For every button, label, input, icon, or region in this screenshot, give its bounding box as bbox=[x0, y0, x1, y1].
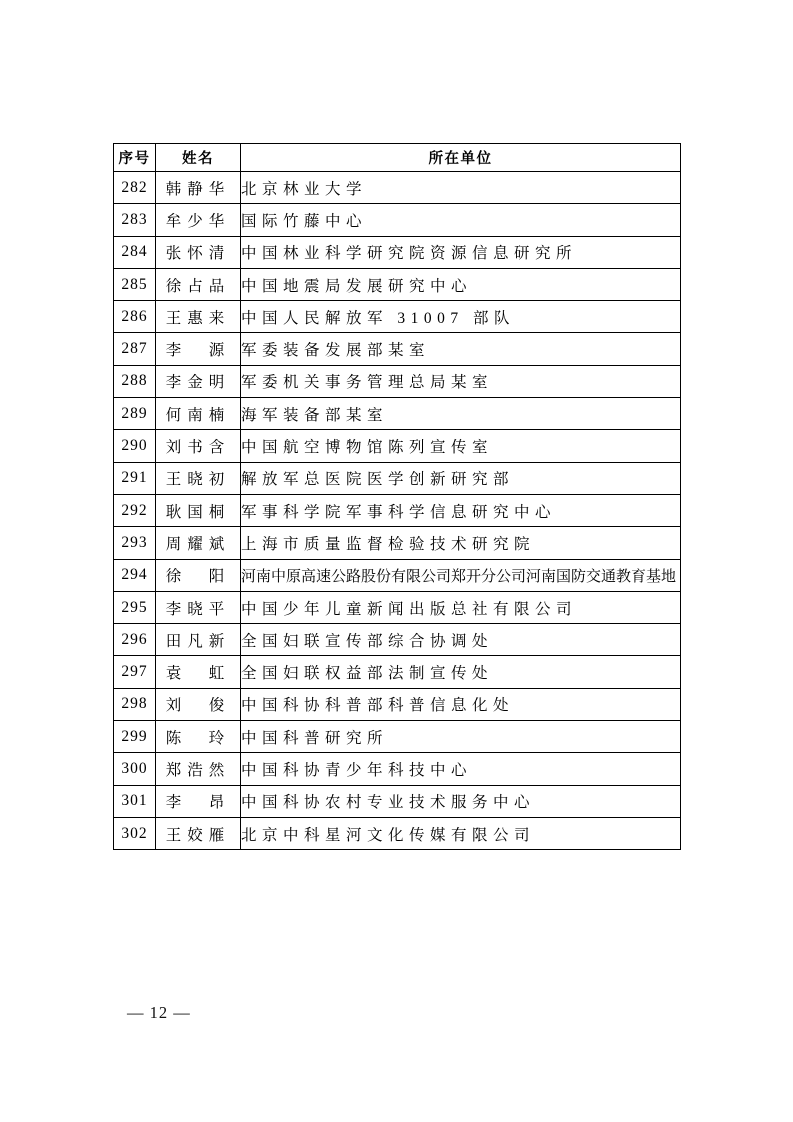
name-cell: 周耀斌 bbox=[156, 527, 241, 559]
unit-cell: 海军装备部某室 bbox=[241, 398, 681, 430]
table-row bbox=[114, 204, 681, 236]
serial-cell: 301 bbox=[114, 785, 156, 817]
unit-cell: 河南中原高速公路股份有限公司郑开分公司河南国防交通教育基地 bbox=[241, 559, 681, 591]
serial-cell: 294 bbox=[114, 559, 156, 591]
unit-cell: 全国妇联权益部法制宣传处 bbox=[241, 656, 681, 688]
unit-cell: 中国科协青少年科技中心 bbox=[241, 753, 681, 785]
name-cell: 袁 虹 bbox=[156, 656, 241, 688]
unit-cell: 军事科学院军事科学信息研究中心 bbox=[241, 494, 681, 526]
unit-cell: 中国科协科普部科普信息化处 bbox=[241, 688, 681, 720]
table-row bbox=[114, 494, 681, 526]
name-cell: 李 昂 bbox=[156, 785, 241, 817]
unit-cell: 中国航空博物馆陈列宣传室 bbox=[241, 430, 681, 462]
page-number: — 12 — bbox=[127, 1003, 191, 1022]
table-row bbox=[114, 365, 681, 397]
table-row bbox=[114, 527, 681, 559]
serial-cell: 302 bbox=[114, 817, 156, 849]
serial-cell: 282 bbox=[114, 172, 156, 204]
table-row bbox=[114, 656, 681, 688]
table-row bbox=[114, 398, 681, 430]
unit-cell: 中国科协农村专业技术服务中心 bbox=[241, 785, 681, 817]
serial-cell: 286 bbox=[114, 301, 156, 333]
table-row bbox=[114, 430, 681, 462]
serial-cell: 298 bbox=[114, 688, 156, 720]
unit-cell: 北京林业大学 bbox=[241, 172, 681, 204]
serial-cell: 290 bbox=[114, 430, 156, 462]
table-row bbox=[114, 624, 681, 656]
table-row bbox=[114, 333, 681, 365]
unit-cell: 国际竹藤中心 bbox=[241, 204, 681, 236]
column-header-name: 姓名 bbox=[156, 144, 241, 172]
unit-cell: 中国地震局发展研究中心 bbox=[241, 268, 681, 300]
name-cell: 徐 阳 bbox=[156, 559, 241, 591]
serial-cell: 285 bbox=[114, 268, 156, 300]
name-cell: 徐占品 bbox=[156, 268, 241, 300]
name-cell: 刘书含 bbox=[156, 430, 241, 462]
unit-cell: 军委装备发展部某室 bbox=[241, 333, 681, 365]
serial-cell: 288 bbox=[114, 365, 156, 397]
serial-cell: 289 bbox=[114, 398, 156, 430]
table-row bbox=[114, 462, 681, 494]
serial-cell: 293 bbox=[114, 527, 156, 559]
table-row bbox=[114, 301, 681, 333]
table-row bbox=[114, 785, 681, 817]
name-cell: 耿国桐 bbox=[156, 494, 241, 526]
serial-cell: 295 bbox=[114, 591, 156, 623]
name-cell: 王晓初 bbox=[156, 462, 241, 494]
serial-cell: 296 bbox=[114, 624, 156, 656]
unit-cell: 中国林业科学研究院资源信息研究所 bbox=[241, 236, 681, 268]
serial-cell: 291 bbox=[114, 462, 156, 494]
name-cell: 刘 俊 bbox=[156, 688, 241, 720]
table-row bbox=[114, 172, 681, 204]
table-header-row bbox=[114, 144, 681, 172]
name-cell: 李晓平 bbox=[156, 591, 241, 623]
unit-cell: 中国人民解放军 31007 部队 bbox=[241, 301, 681, 333]
name-cell: 张怀清 bbox=[156, 236, 241, 268]
name-cell: 王惠来 bbox=[156, 301, 241, 333]
name-cell: 韩静华 bbox=[156, 172, 241, 204]
serial-cell: 299 bbox=[114, 721, 156, 753]
name-cell: 田凡新 bbox=[156, 624, 241, 656]
unit-cell: 上海市质量监督检验技术研究院 bbox=[241, 527, 681, 559]
serial-cell: 284 bbox=[114, 236, 156, 268]
serial-cell: 300 bbox=[114, 753, 156, 785]
column-header-unit: 所在单位 bbox=[241, 144, 681, 172]
table-row bbox=[114, 721, 681, 753]
unit-cell: 中国少年儿童新闻出版总社有限公司 bbox=[241, 591, 681, 623]
table-row bbox=[114, 688, 681, 720]
name-cell: 陈 玲 bbox=[156, 721, 241, 753]
table-row bbox=[114, 591, 681, 623]
table-row bbox=[114, 753, 681, 785]
table-row bbox=[114, 817, 681, 849]
unit-cell: 北京中科星河文化传媒有限公司 bbox=[241, 817, 681, 849]
unit-cell: 军委机关事务管理总局某室 bbox=[241, 365, 681, 397]
unit-cell: 全国妇联宣传部综合协调处 bbox=[241, 624, 681, 656]
name-cell: 王姣雁 bbox=[156, 817, 241, 849]
unit-cell: 中国科普研究所 bbox=[241, 721, 681, 753]
table-row bbox=[114, 559, 681, 591]
name-cell: 何南楠 bbox=[156, 398, 241, 430]
serial-cell: 287 bbox=[114, 333, 156, 365]
name-cell: 牟少华 bbox=[156, 204, 241, 236]
column-header-serial: 序号 bbox=[114, 144, 156, 172]
name-cell: 李金明 bbox=[156, 365, 241, 397]
serial-cell: 297 bbox=[114, 656, 156, 688]
unit-cell: 解放军总医院医学创新研究部 bbox=[241, 462, 681, 494]
roster-table bbox=[113, 143, 681, 850]
serial-cell: 283 bbox=[114, 204, 156, 236]
table-row bbox=[114, 236, 681, 268]
name-cell: 郑浩然 bbox=[156, 753, 241, 785]
table-row bbox=[114, 268, 681, 300]
serial-cell: 292 bbox=[114, 494, 156, 526]
name-cell: 李 源 bbox=[156, 333, 241, 365]
